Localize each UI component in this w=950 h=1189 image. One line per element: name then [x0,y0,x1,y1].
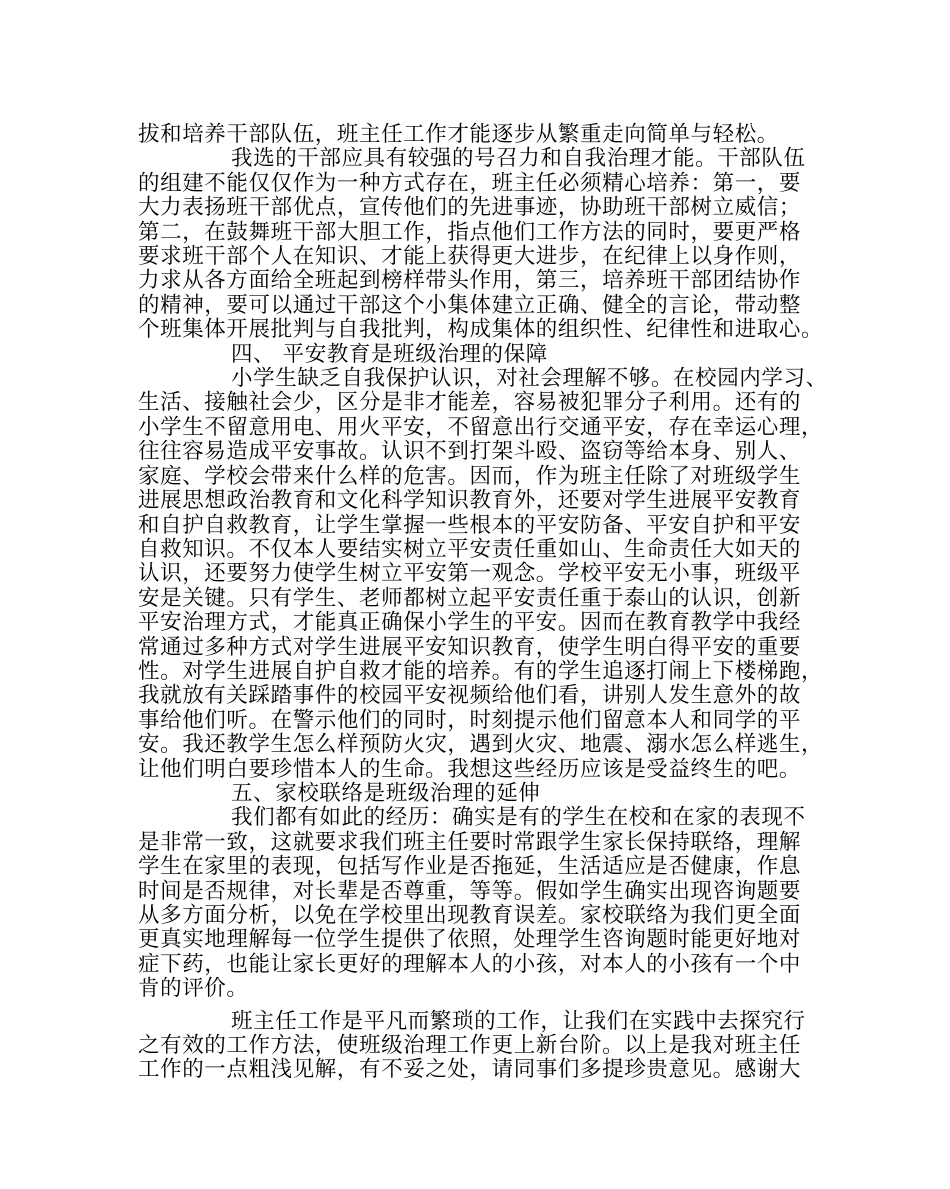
text-line: 我选的干部应具有较强的号召力和自我治理才能。干部队伍 [231,146,806,172]
text-line: 安是关键。只有学生、老师都树立起平安责任重于泰山的认识，创新 [138,585,802,611]
text-line: 常通过多种方式对学生进展平安知识教育，使学生明白得平安的重要 [138,634,802,660]
text-line: 四、 平安教育是班级治理的保障 [231,341,548,367]
text-line: 和自护自救教育，让学生掌握一些根本的平安防备、平安自护和平安 [138,512,802,538]
text-line: 认识，还要努力使学生树立平安第一观念。学校平安无小事，班级平 [138,561,802,587]
text-line: 性。对学生进展自护自救才能的培养。有的学生追逐打闹上下楼梯跑， [138,658,824,684]
text-line: 的精神，要可以通过干部这个小集体建立正确、健全的言论，带动整 [138,292,802,318]
text-line: 之有效的工作方法，使班级治理工作更上新台阶。以上是我对班主任 [138,1033,802,1059]
text-line: 自救知识。不仅本人要结实树立平安责任重如山、生命责任大如天的 [138,536,802,562]
text-line: 我就放有关踩踏事件的校园平安视频给他们看，讲别人发生意外的故 [138,683,802,709]
text-line: 工作的一点粗浅见解，有不妥之处，请同事们多提珍贵意见。感谢大 [138,1057,802,1083]
text-line: 个班集体开展批判与自我批判，构成集体的组织性、纪律性和进取心。 [138,317,824,343]
text-line: 学生在家里的表现，包括写作业是否拖延，生活适应是否健康，作息 [138,854,802,880]
text-line: 班主任工作是平凡而繁琐的工作，让我们在实践中去探究行 [231,1008,806,1034]
text-line: 大力表扬班干部优点，宣传他们的先进事迹，协助班干部树立威信； [138,195,802,221]
text-line: 家庭、学校会带来什么样的危害。因而，作为班主任除了对班级学生 [138,463,802,489]
text-line: 是非常一致，这就要求我们班主任要时常跟学生家长保持联络，理解 [138,829,802,855]
text-line: 力求从各方面给全班起到榜样带头作用，第三，培养班干部团结协作 [138,268,802,294]
text-line: 安。我还教学生怎么样预防火灾，遇到火灾、地震、溺水怎么样逃生， [138,732,824,758]
text-line: 小学生不留意用电、用火平安，不留意出行交通平安，存在幸运心理， [138,414,824,440]
document-page [138,122,828,1083]
text-line: 第二，在鼓舞班干部大胆工作，指点他们工作方法的同时，要更严格 [138,219,802,245]
text-line: 让他们明白要珍惜本人的生命。我想这些经历应该是受益终生的吧。 [138,756,802,782]
text-line: 要求班干部个人在知识、才能上获得更大进步，在纪律上以身作则， [138,244,802,270]
text-line: 时间是否规律，对长辈是否尊重，等等。假如学生确实出现咨询题要 [138,878,802,904]
text-line: 进展思想政治教育和文化科学知识教育外，还要对学生进展平安教育 [138,488,802,514]
text-line: 肯的评价。 [138,976,249,1002]
text-line: 的组建不能仅仅作为一种方式存在，班主任必须精心培养：第一，要 [138,170,802,196]
text-line: 拔和培养干部队伍，班主任工作才能逐步从繁重走向简单与轻松。 [138,122,779,147]
text-line: 小学生缺乏自我保护认识，对社会理解不够。在校园内学习、 [231,366,828,392]
text-line: 症下药，也能让家长更好的理解本人的小孩，对本人的小孩有一个中 [138,951,802,977]
text-line: 平安治理方式，才能真正确保小学生的平安。因而在教育教学中我经 [138,610,802,636]
text-line: 更真实地理解每一位学生提供了依照，处理学生咨询题时能更好地对 [138,927,802,953]
text-line: 从多方面分析，以免在学校里出现教育误差。家校联络为我们更全面 [138,903,802,928]
text-line: 五、家校联络是班级治理的延伸 [231,780,541,806]
text-line: 我们都有如此的经历：确实是有的学生在校和在家的表现不 [231,805,806,831]
text-line: 生活、接触社会少，区分是非才能差，容易被犯罪分子利用。还有的 [138,390,802,416]
text-line: 事给他们听。在警示他们的同时，时刻提示他们留意本人和同学的平 [138,707,802,733]
text-line: 往往容易造成平安事故。认识不到打架斗殴、盗窃等给本身、别人、 [138,439,802,465]
